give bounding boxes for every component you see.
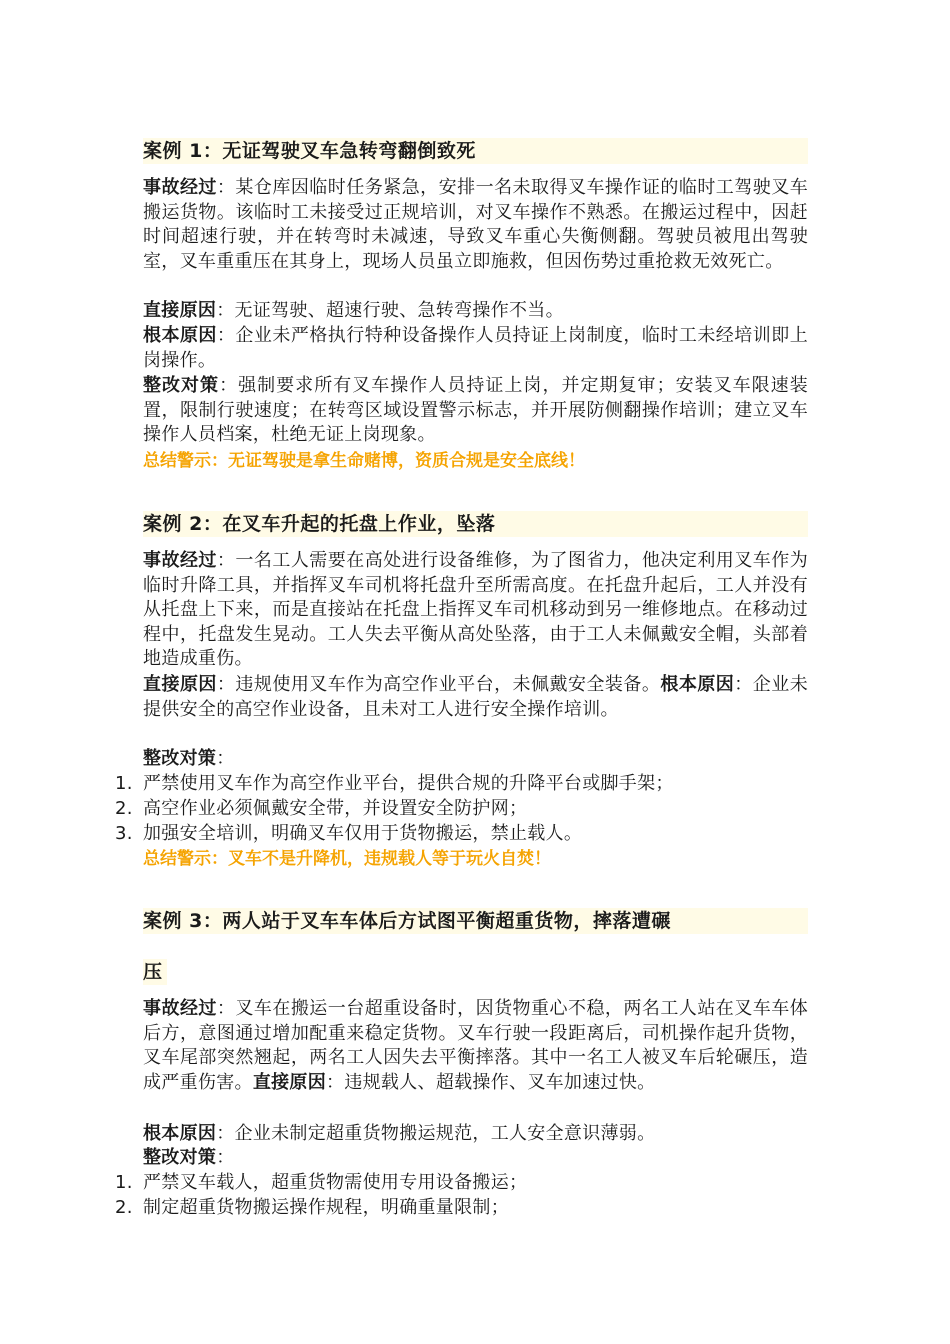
- case2-process-text: ：一名工人需要在高处进行设备维修，为了图省力，他决定利用叉车作为临时升降工具，并指挥叉车司机将托盘升至所需高度。在托盘升起后，工人并没有从托盘上下来，而是直接站在托盘上指挥叉车司机移动到另一维修地点。在移动过程中，托盘发生晃动。工人失去平衡从高处坠落，由于工人未佩戴安全帽，头部着地造成重伤。: [143, 550, 808, 670]
- case2-direct-text: ：违规使用叉车作为高空作业平台，未佩戴安全装备。: [216, 674, 661, 695]
- case1-root-label: 根本原因: [143, 325, 217, 346]
- case1-title: 案例 1：无证驾驶叉车急转弯翻倒致死: [143, 138, 808, 164]
- case1-process-text: ：某仓库因临时任务紧急，安排一名未取得叉车操作证的临时工驾驶叉车搬运货物。该临时工未接受过正规培训，对叉车操作不熟悉。在搬运过程中，因赶时间超速行驶，并在转弯时未减速，导致叉车重心失衡侧翻。驾驶员被甩出驾驶室，叉车重重压在其身上，现场人员虽立即施救，但因伤势过重抢救无效死亡。: [143, 177, 808, 272]
- case1-direct-label: 直接原因: [143, 300, 217, 321]
- case1-direct: [143, 299, 808, 324]
- case3-direct-label: 直接原因: [252, 1071, 327, 1093]
- case2-causes: [143, 673, 808, 722]
- case1-root: [143, 324, 808, 373]
- case3-process: [143, 997, 808, 1095]
- case1-warning: 总结警示：无证驾驶是拿生命赌博，资质合规是安全底线！: [143, 451, 585, 471]
- case1-measure-text: ：强制要求所有叉车操作人员持证上岗，并定期复审；安装叉车限速装置，限制行驶速度；在转弯区域设置警示标志，并开展防侧翻操作培训；建立叉车操作人员档案，杜绝无证上岗现象。: [143, 375, 809, 446]
- case2-process-label: 事故经过: [143, 550, 217, 571]
- list-text: 严禁使用叉车作为高空作业平台，提供合规的升降平台或脚手架；: [143, 773, 674, 794]
- list-item: [115, 1171, 815, 1195]
- case3-measures-heading: [143, 1146, 808, 1171]
- case3-root-text: ：企业未制定超重货物搬运规范，工人安全意识薄弱。: [216, 1123, 656, 1144]
- case3-process-label: 事故经过: [143, 998, 217, 1019]
- case3-process-text: ：叉车在搬运一台超重设备时，因货物重心不稳，两名工人站在叉车车体后方，意图通过增加配重来稳定货物。叉车行驶一段距离后，司机操作起升货物，叉车尾部突然翘起，两名工人因失去平衡摔落。其中一名工人被叉车后轮碾压，造成严重伤害。: [143, 998, 808, 1093]
- case2-direct-label: 直接原因: [143, 674, 217, 695]
- list-number: 1.: [115, 1172, 133, 1193]
- case1-process-label: 事故经过: [143, 177, 217, 198]
- case1-root-text: ：企业未严格执行特种设备操作人员持证上岗制度，临时工未经培训即上岗操作。: [143, 325, 808, 371]
- case3-measure-label: 整改对策: [143, 1147, 217, 1168]
- case3-measure-text: ：: [216, 1147, 235, 1168]
- case3-title-line2: 压: [143, 959, 167, 985]
- list-number: 2.: [115, 798, 133, 819]
- list-text: 高空作业必须佩戴安全带，并设置安全防护网；: [143, 798, 528, 819]
- list-item: [115, 797, 815, 821]
- case2-warning: 总结警示：叉车不是升降机，违规载人等于玩火自焚！: [143, 849, 551, 869]
- case3-title-line1: 案例 3：两人站于叉车车体后方试图平衡超重货物，摔落遭碾: [143, 908, 808, 934]
- case2-measure-label: 整改对策: [143, 748, 217, 769]
- list-item: [115, 772, 815, 796]
- case2-root-label: 根本原因: [660, 674, 735, 695]
- case2-measure-text: ：: [216, 748, 235, 769]
- case3-root-label: 根本原因: [143, 1123, 217, 1144]
- list-text: 加强安全培训，明确叉车仅用于货物搬运，禁止载人。: [143, 823, 583, 844]
- list-text: 严禁叉车载人，超重货物需使用专用设备搬运；: [143, 1172, 528, 1193]
- case1-direct-text: ：无证驾驶、超速行驶、急转弯操作不当。: [216, 300, 564, 321]
- list-number: 3.: [115, 823, 133, 844]
- list-number: 1.: [115, 773, 133, 794]
- list-item: [115, 1196, 815, 1220]
- case1-measures: [143, 374, 808, 448]
- list-number: 2.: [115, 1197, 133, 1218]
- case2-measures-heading: [143, 747, 808, 772]
- case1-process: [143, 176, 808, 274]
- case2-title: 案例 2：在叉车升起的托盘上作业，坠落: [143, 511, 808, 537]
- list-item: [115, 822, 815, 846]
- case3-direct-text: ：违规载人、超载操作、叉车加速过快。: [326, 1071, 656, 1093]
- case2-process: [143, 549, 808, 672]
- case2-root-text: ：企业未提供安全的高空作业设备，且未对工人进行安全操作培训。: [143, 674, 809, 720]
- case3-root: [143, 1122, 808, 1147]
- case1-measure-label: 整改对策: [143, 375, 220, 396]
- list-text: 制定超重货物搬运操作规程，明确重量限制；: [143, 1197, 509, 1218]
